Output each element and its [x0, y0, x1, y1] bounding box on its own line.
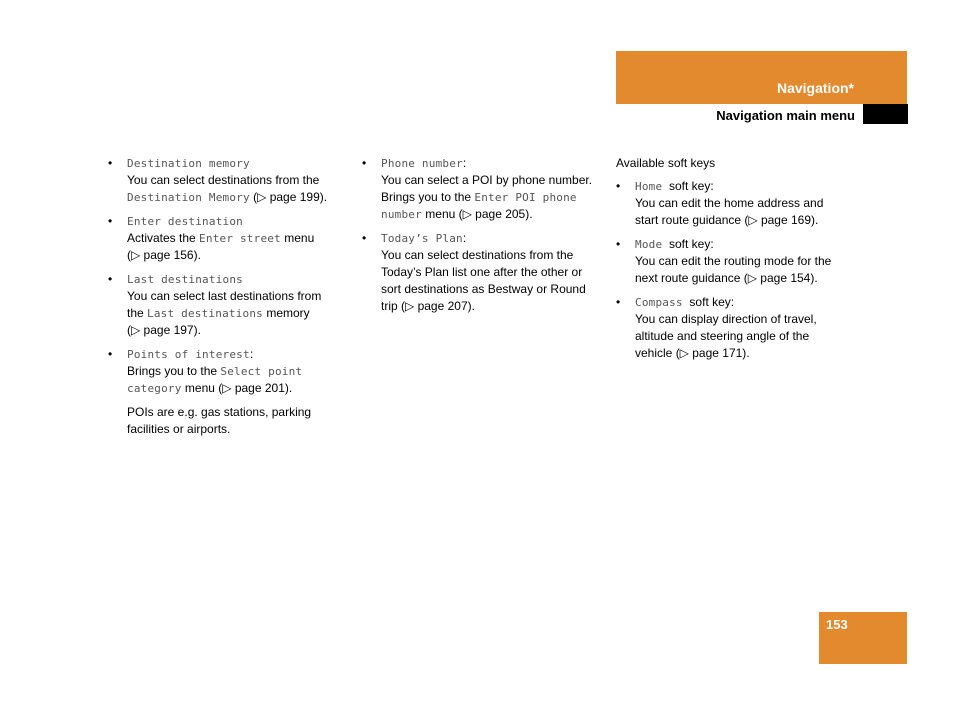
- menu-term: Destination Memory: [127, 191, 250, 204]
- menu-term: Select point: [220, 365, 303, 378]
- text-fragment: (▷ page 197).: [127, 323, 201, 337]
- item-heading: [127, 271, 348, 288]
- description-line: [635, 328, 861, 345]
- note-line: POIs are e.g. gas stations, parking: [127, 405, 312, 419]
- text-fragment: menu (▷ page 201).: [181, 381, 293, 395]
- text-fragment: (▷ page 156).: [127, 248, 201, 262]
- description-line: [381, 264, 604, 281]
- menu-term: Enter street: [199, 232, 281, 245]
- item-heading: [381, 155, 604, 172]
- description-line: [381, 172, 604, 189]
- description-line: [127, 247, 348, 264]
- text-fragment: the: [127, 306, 148, 320]
- menu-term: Home: [635, 180, 663, 193]
- item-heading: [635, 178, 861, 195]
- description-line: [381, 298, 604, 315]
- term-suffix: :: [462, 231, 467, 245]
- text-fragment: You can select destinations from the: [127, 173, 320, 187]
- description-line: [381, 247, 604, 264]
- list-item: [108, 213, 348, 264]
- bullet-glyph: •: [362, 156, 367, 170]
- text-fragment: menu (▷ page 205).: [421, 207, 533, 221]
- text-fragment: Activates the: [127, 231, 200, 245]
- menu-term: Compass: [635, 296, 683, 309]
- bullet-glyph: •: [108, 156, 113, 170]
- header-marker-bar: [863, 104, 908, 124]
- page-number: 153: [826, 617, 848, 632]
- bullet-glyph: •: [616, 295, 621, 309]
- bullet-glyph: •: [108, 347, 113, 361]
- list-item: [362, 230, 604, 315]
- description-line: [635, 345, 861, 362]
- list-item: [108, 271, 348, 339]
- list-item: [108, 155, 348, 206]
- text-fragment: You can select destinations from the: [381, 248, 574, 262]
- bullet-glyph: •: [362, 231, 367, 245]
- text-fragment: You can edit the home address and: [635, 196, 824, 210]
- term-suffix: soft key:: [662, 237, 714, 251]
- description-line: [127, 172, 348, 189]
- description-line: [127, 322, 348, 339]
- text-fragment: vehicle (▷ page 171).: [635, 346, 750, 360]
- poi-note: [108, 404, 348, 438]
- section-header-tab: [616, 51, 907, 104]
- menu-term: Last destinations: [147, 307, 263, 320]
- menu-term: Enter destination: [127, 215, 243, 228]
- page-number-tab: [819, 612, 907, 664]
- menu-term: Mode: [635, 238, 663, 251]
- menu-term: Enter POI phone: [474, 191, 577, 204]
- menu-term: Last destinations: [127, 273, 243, 286]
- description-line: [127, 380, 348, 397]
- menu-term: category: [127, 382, 182, 395]
- col3-items: [616, 178, 861, 362]
- item-heading: [635, 236, 861, 253]
- column-2: [362, 155, 604, 322]
- text-fragment: start route guidance (▷ page 169).: [635, 213, 819, 227]
- page-subtitle: Navigation main menu: [716, 108, 855, 123]
- note-line: facilities or airports.: [127, 422, 231, 436]
- text-fragment: (▷ page 199).: [249, 190, 328, 204]
- text-fragment: altitude and steering angle of the: [635, 329, 810, 343]
- col2-items: [362, 155, 604, 315]
- menu-term: Phone number: [381, 157, 463, 170]
- description-line: [635, 311, 861, 328]
- text-fragment: You can edit the routing mode for the: [635, 254, 832, 268]
- text-fragment: You can select a POI by phone number.: [381, 173, 593, 187]
- menu-term: Destination memory: [127, 157, 250, 170]
- soft-keys-intro: Available soft keys: [616, 156, 716, 170]
- term-suffix: soft key:: [662, 179, 714, 193]
- text-fragment: Brings you to the: [381, 190, 475, 204]
- text-fragment: memory: [263, 306, 310, 320]
- term-suffix: :: [249, 347, 254, 361]
- description-line: [381, 281, 604, 298]
- list-item: [362, 155, 604, 223]
- menu-term: number: [381, 208, 422, 221]
- description-line: [381, 189, 604, 206]
- menu-term: Points of interest: [127, 348, 250, 361]
- menu-term: Today’s Plan: [381, 232, 463, 245]
- bullet-glyph: •: [616, 237, 621, 251]
- description-line: [127, 189, 348, 206]
- bullet-glyph: •: [108, 214, 113, 228]
- description-line: [127, 230, 348, 247]
- description-line: [635, 212, 861, 229]
- item-heading: [127, 213, 348, 230]
- text-fragment: trip (▷ page 207).: [381, 299, 475, 313]
- item-heading: [127, 346, 348, 363]
- list-item: [108, 346, 348, 397]
- description-line: [127, 305, 348, 322]
- item-heading: [381, 230, 604, 247]
- item-heading: [127, 155, 348, 172]
- term-suffix: soft key:: [682, 295, 735, 309]
- section-title: Navigation*: [776, 80, 854, 96]
- description-line: [381, 206, 604, 223]
- text-fragment: sort destinations as Bestway or Round: [381, 282, 586, 296]
- description-line: [635, 270, 861, 287]
- column-3: [616, 155, 861, 369]
- text-fragment: You can display direction of travel,: [635, 312, 817, 326]
- text-fragment: next route guidance (▷ page 154).: [635, 271, 818, 285]
- item-heading: [635, 294, 861, 311]
- text-fragment: Brings you to the: [127, 364, 221, 378]
- bullet-glyph: •: [108, 272, 113, 286]
- description-line: [127, 288, 348, 305]
- bullet-glyph: •: [616, 179, 621, 193]
- description-line: [635, 253, 861, 270]
- text-fragment: menu: [280, 231, 315, 245]
- list-item: [616, 178, 861, 229]
- list-item: [616, 236, 861, 287]
- term-suffix: :: [462, 156, 467, 170]
- text-fragment: You can select last destinations from: [127, 289, 322, 303]
- list-item: [616, 294, 861, 362]
- text-fragment: Today’s Plan list one after the other or: [381, 265, 583, 279]
- description-line: [127, 363, 348, 380]
- description-line: [635, 195, 861, 212]
- col1-items: [108, 155, 348, 397]
- column-1: [108, 155, 348, 438]
